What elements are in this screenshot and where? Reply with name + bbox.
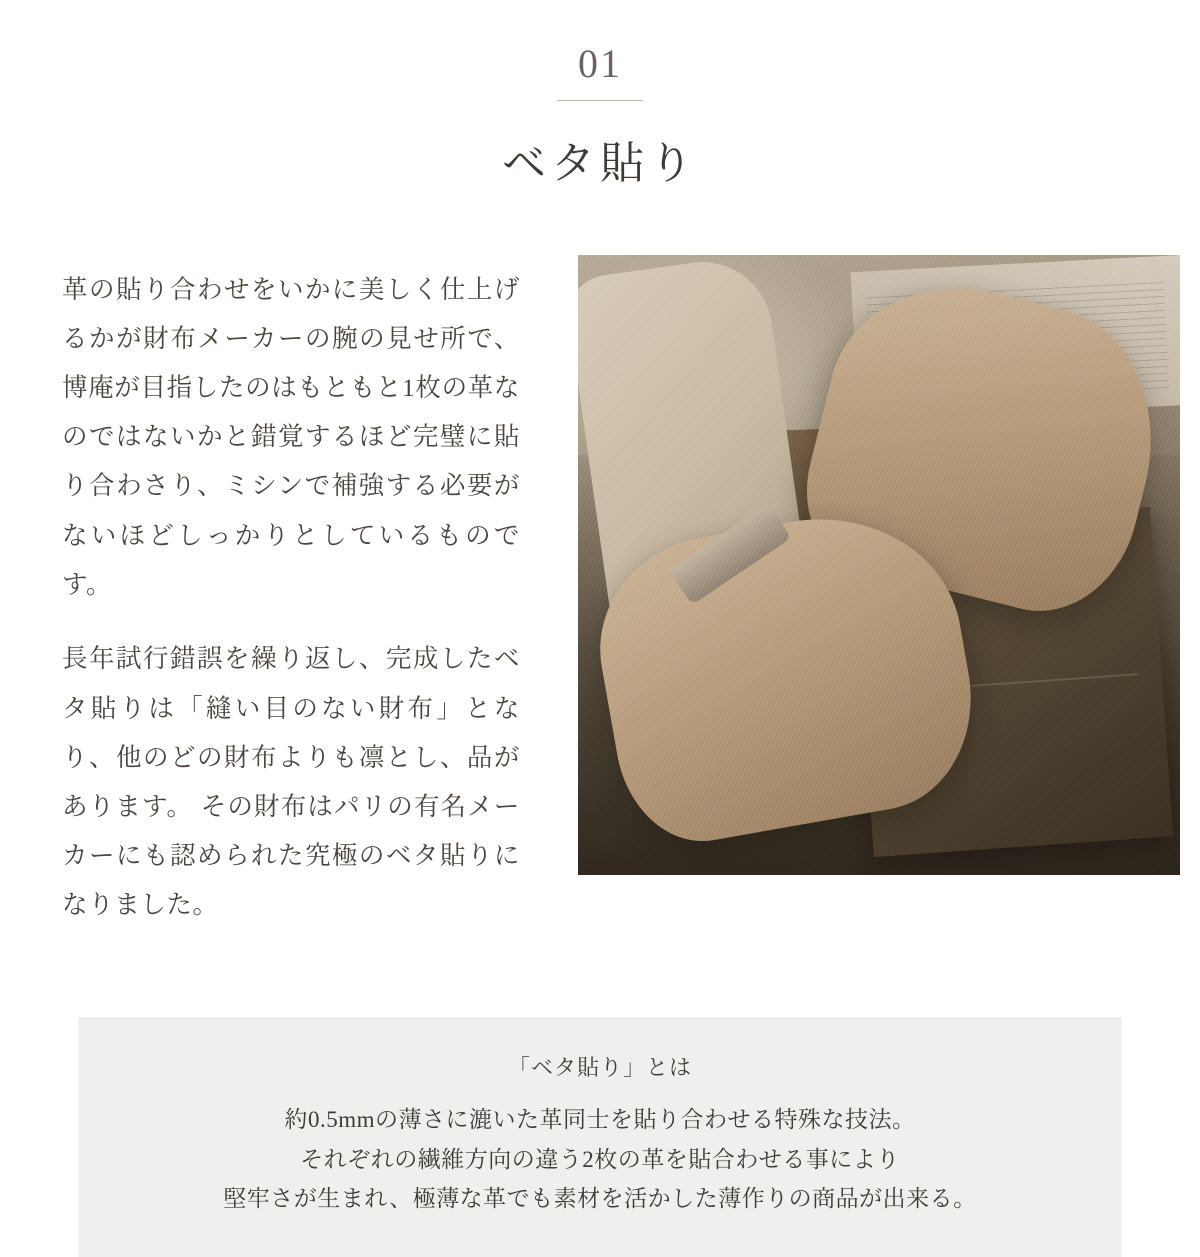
note-title: 「ベタ貼り」とは — [507, 1055, 692, 1081]
article-paragraph: 革の貼り合わせをいかに美しく仕上げるかが財布メーカーの腕の見せ所で、博庵が目指したのはもともと1枚の革なのではないかと錯覚するほど完璧に貼り合わさり、ミシンで補強する必要がないほどしっかりとしているものです。 — [62, 274, 520, 599]
section-number: 01 — [578, 41, 622, 86]
page-title: ベタ貼り — [502, 139, 698, 188]
craftsman-photo — [578, 255, 1180, 875]
note-line: 堅牢さが生まれ、極薄な革でも素材を活かした薄作りの商品が出来る。 — [223, 1186, 977, 1212]
photo-grain-overlay — [578, 255, 1180, 875]
section-header — [0, 0, 1200, 191]
content-row — [0, 239, 1200, 955]
divider-rule — [557, 100, 643, 101]
definition-note — [78, 1017, 1122, 1257]
article-text-column — [62, 239, 538, 955]
article-paragraph: 長年試行錯誤を繰り返し、完成したベタ貼りは「縫い目のない財布」となり、他のどの財布よりも凛とし、品があります。 その財布はパリの有名メーカーにも認められた究極のベタ貼りになりました。 — [62, 644, 520, 920]
photo-column — [538, 239, 1140, 891]
note-line: それぞれの繊維方向の違う2枚の革を貼合わせる事により — [300, 1146, 900, 1172]
note-line: 約0.5mmの薄さに漉いた革同士を貼り合わせる特殊な技法。 — [284, 1107, 916, 1133]
